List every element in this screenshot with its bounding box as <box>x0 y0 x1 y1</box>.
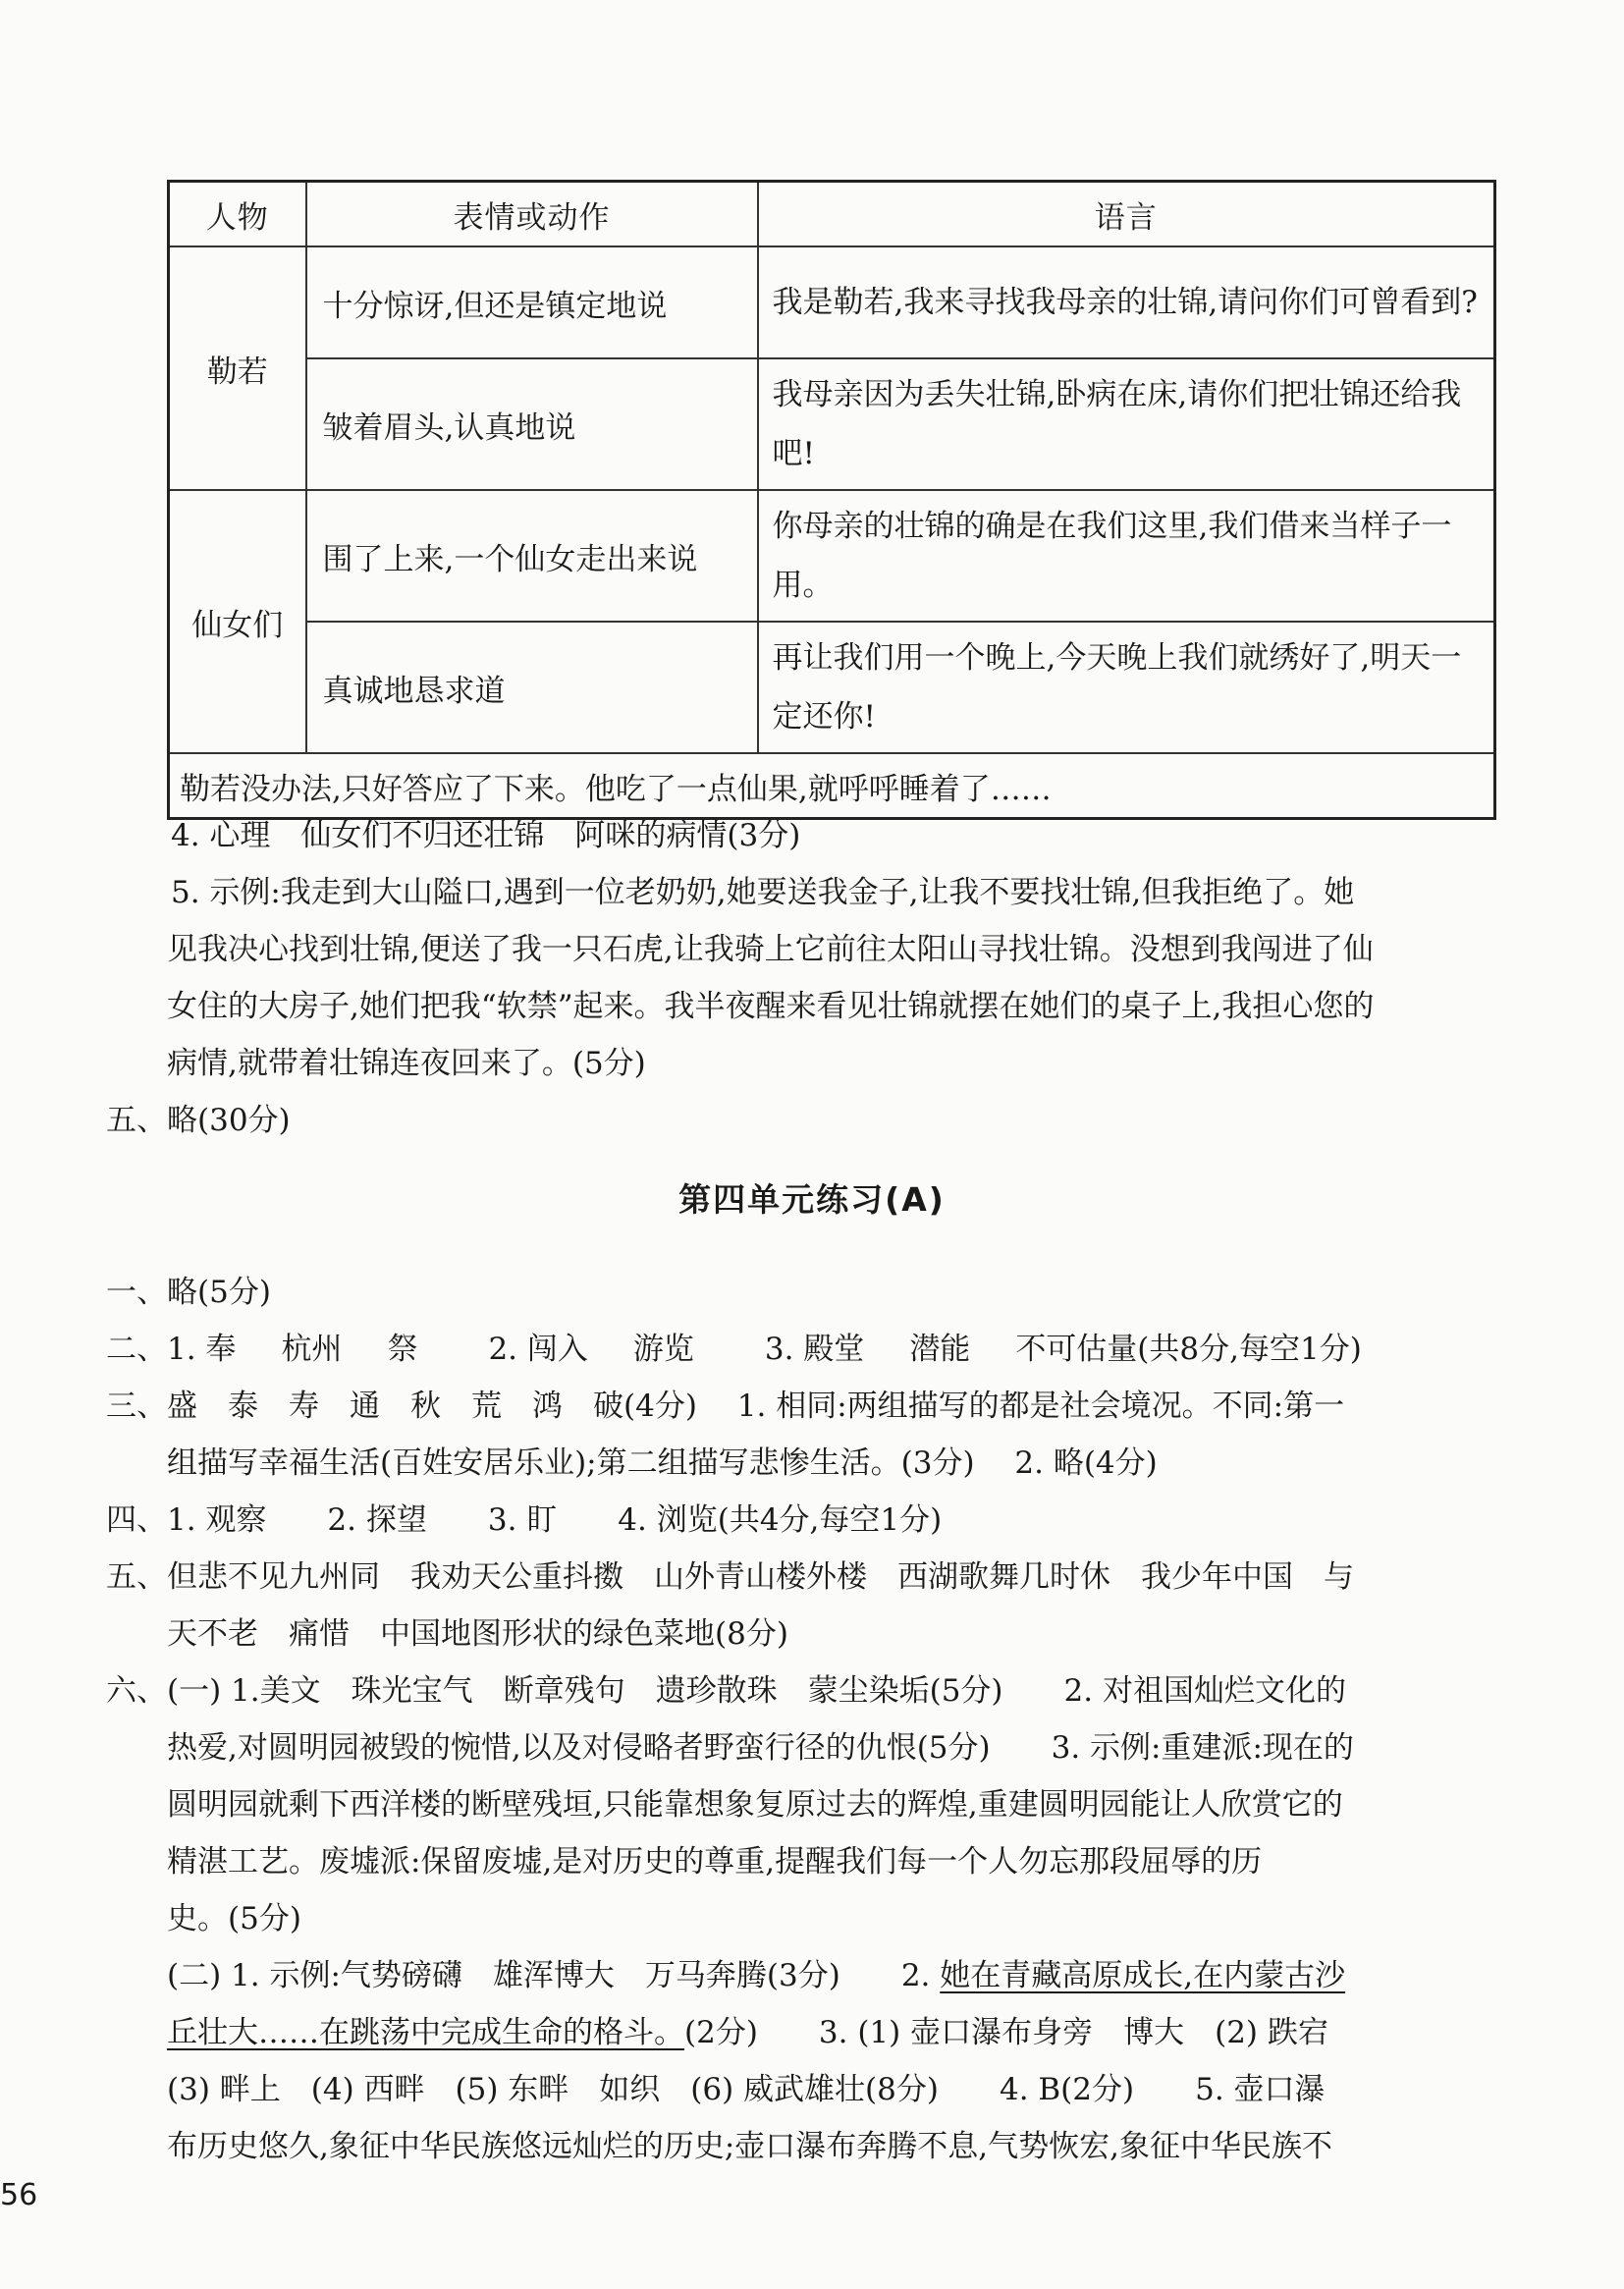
s6-2-underlined: 丘壮大……在跳荡中完成生命的格斗。 <box>167 2015 684 2050</box>
unit4-title: 第四单元练习(A) <box>678 1180 946 1219</box>
unit4-s6-1-line: 六、(一) 1.美文 珠光宝气 断章残句 遗珍散珠 蒙尘染垢(5分) 2. 对祖国灿烂文化的 <box>106 1673 1346 1709</box>
action-cell: 围了上来,一个仙女走出来说 <box>306 490 758 622</box>
speech-cell: 你母亲的壮锦的确是在我们这里,我们借来当样子一用。 <box>758 490 1495 622</box>
s2-part: 二、1. 奉 <box>106 1332 237 1367</box>
table-row <box>169 358 1495 490</box>
speech-cell: 我母亲因为丢失壮锦,卧病在床,请你们把壮锦还给我吧! <box>758 358 1495 490</box>
s2-part: 2. 闯入 <box>488 1332 588 1367</box>
dialogue-table <box>167 180 1496 820</box>
person-cell: 勒若 <box>169 246 306 490</box>
table-footer-row <box>169 753 1495 819</box>
action-cell: 十分惊讶,但还是镇定地说 <box>306 246 758 358</box>
table-row <box>169 622 1495 753</box>
table-header-row <box>169 182 1495 247</box>
unit4-s6-2-line <box>167 1950 1345 1994</box>
s2-part: 杭州 <box>281 1332 343 1367</box>
s2-part: 游览 <box>632 1332 694 1367</box>
answer-q4: 4. 心理 仙女们不归还壮锦 阿咪的病情(3分) <box>171 818 801 853</box>
s2-part: 祭 <box>387 1332 418 1367</box>
answer-section-5: 五、略(30分) <box>106 1103 291 1138</box>
unit4-s6-1-line: 圆明园就剩下西洋楼的断壁残垣,只能靠想象复原过去的辉煌,重建圆明园能让人欣赏它的 <box>167 1787 1343 1823</box>
s2-part: 不可估量(共8分,每空1分) <box>1015 1332 1362 1367</box>
header-person: 人物 <box>169 182 306 247</box>
answer-q5-line: 见我决心找到壮锦,便送了我一只石虎,让我骑上它前往太阳山寻找壮锦。没想到我闯进了仙 <box>167 932 1374 967</box>
answer-q5-line: 女住的大房子,她们把我“软禁”起来。我半夜醒来看见壮锦就摆在她们的桌子上,我担心您的 <box>167 989 1375 1024</box>
unit4-s6-2-line: (3) 畔上 (4) 西畔 (5) 东畔 如织 (6) 威武雄壮(8分) 4. B(2分) 5. 壶口瀑 <box>167 2072 1326 2107</box>
unit4-s6-1-line: 史。(5分) <box>167 1901 301 1936</box>
s2-part: 3. 殿堂 <box>764 1332 865 1367</box>
s6-2-text: (二) 1. 示例:气势磅礴 雄浑博大 万马奔腾(3分) 2. <box>167 1958 941 1993</box>
header-action: 表情或动作 <box>306 182 758 247</box>
person-cell: 仙女们 <box>169 490 306 753</box>
unit4-s6-2-line: 布历史悠久,象征中华民族悠远灿烂的历史;壶口瀑布奔腾不息,气势恢宏,象征中华民族不 <box>167 2129 1333 2164</box>
s6-2-text: (2分) 3. (1) 壶口瀑布身旁 博大 (2) 跌宕 <box>684 2015 1328 2050</box>
unit4-s6-1-line: 热爱,对圆明园被毁的惋惜,以及对侵略者野蛮行径的仇恨(5分) 3. 示例:重建派:现在的 <box>167 1730 1354 1766</box>
action-cell: 真诚地恳求道 <box>306 622 758 753</box>
unit4-s1: 一、略(5分) <box>106 1275 271 1310</box>
speech-cell: 我是勒若,我来寻找我母亲的壮锦,请问你们可曾看到? <box>758 246 1495 358</box>
unit4-s3-line: 三、盛 泰 寿 通 秋 荒 鸿 破(4分) 1. 相同:两组描写的都是社会境况。不同:第一 <box>106 1389 1345 1424</box>
unit4-s5-line: 五、但悲不见九州同 我劝天公重抖擞 山外青山楼外楼 西湖歌舞几时休 我少年中国 与 <box>106 1559 1354 1595</box>
answer-q5-line: 5. 示例:我走到大山隘口,遇到一位老奶奶,她要送我金子,让我不要找壮锦,但我拒绝了。她 <box>171 875 1355 910</box>
unit4-s5-line: 天不老 痛惜 中国地图形状的绿色菜地(8分) <box>167 1616 788 1652</box>
answer-q5-line: 病情,就带着壮锦连夜回来了。(5分) <box>167 1046 646 1081</box>
unit4-s3-line: 组描写幸福生活(百姓安居乐业);第二组描写悲惨生活。(3分) 2. 略(4分) <box>167 1445 1158 1481</box>
unit4-s6-2-line <box>167 2007 1328 2051</box>
action-cell: 皱着眉头,认真地说 <box>306 358 758 490</box>
speech-cell: 再让我们用一个晚上,今天晚上我们就绣好了,明天一定还你! <box>758 622 1495 753</box>
s2-part: 潜能 <box>909 1332 971 1367</box>
unit4-s6-1-line: 精湛工艺。废墟派:保留废墟,是对历史的尊重,提醒我们每一个人勿忘那段屈辱的历 <box>167 1844 1263 1880</box>
page-number: 56 <box>0 2178 38 2212</box>
unit4-s2 <box>106 1324 1362 1368</box>
table-footer: 勒若没办法,只好答应了下来。他吃了一点仙果,就呼呼睡着了…… <box>169 753 1495 819</box>
header-speech: 语言 <box>758 182 1495 247</box>
s6-2-underlined: 她在青藏高原成长,在内蒙古沙 <box>940 1958 1346 1993</box>
unit4-s4: 四、1. 观察 2. 探望 3. 盯 4. 浏览(共4分,每空1分) <box>106 1502 943 1538</box>
table-row <box>169 246 1495 358</box>
table-row <box>169 490 1495 622</box>
